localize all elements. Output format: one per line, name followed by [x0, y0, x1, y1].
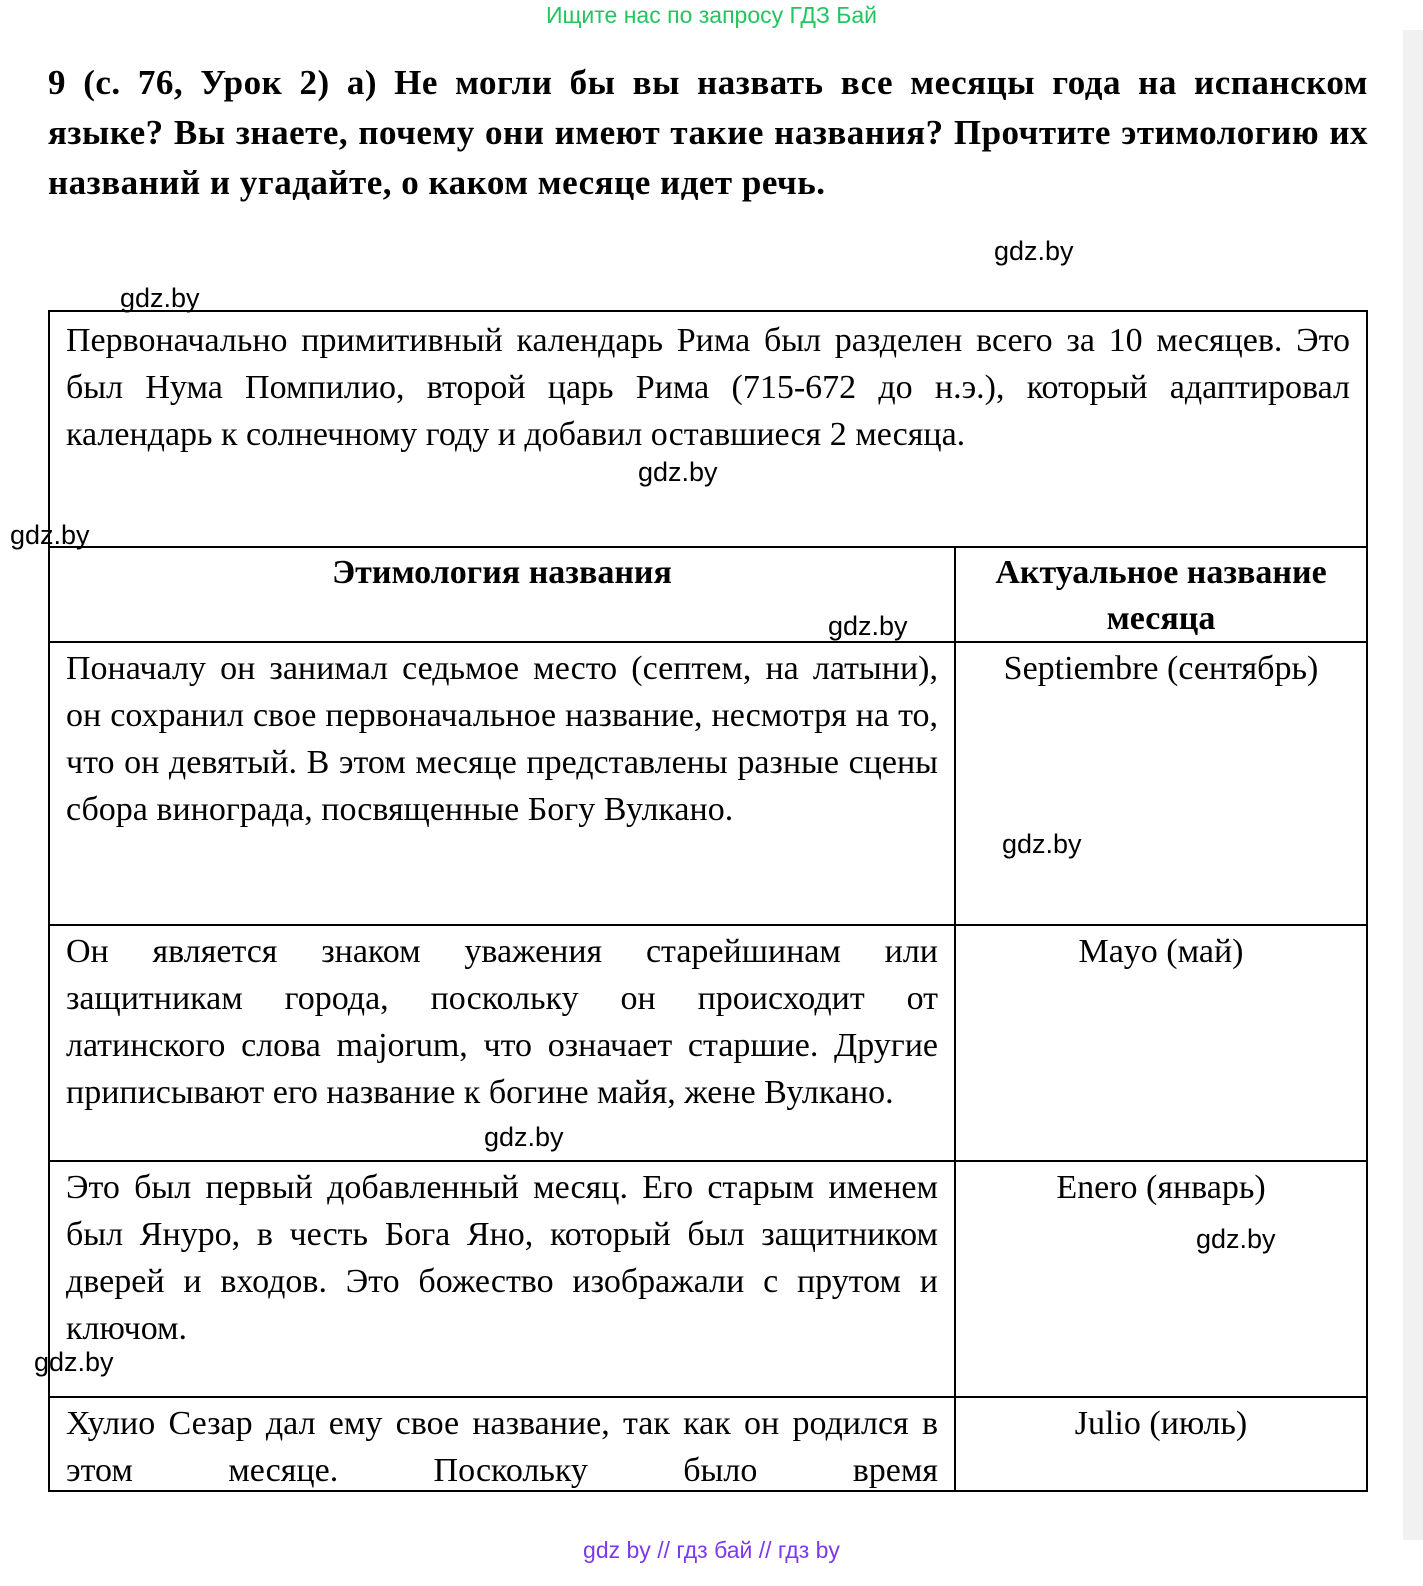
watermark: gdz.by: [828, 611, 908, 641]
footer-links[interactable]: gdz by // гдз бай // гдз by: [583, 1537, 840, 1563]
header-month: Актуальное название месяца: [995, 554, 1327, 637]
watermark: gdz.by: [638, 457, 718, 487]
etymology-cell: Хулио Сезар дал ему свое название, так как он родился в этом месяце. Поскольку было время: [50, 1398, 956, 1492]
scrollbar[interactable]: [1403, 30, 1423, 1540]
watermark: gdz.by: [120, 283, 200, 313]
table-row: [50, 1398, 1366, 1492]
watermark: gdz.by: [34, 1347, 114, 1377]
table-row: [50, 926, 1366, 1162]
month-cell: Enero (январь): [1056, 1169, 1266, 1206]
etymology-table: [48, 310, 1368, 1492]
top-banner[interactable]: Ищите нас по запросу ГДЗ Бай: [545, 2, 878, 28]
table-row: [50, 643, 1366, 926]
month-cell: Septiembre (сентябрь): [1003, 650, 1319, 687]
table-intro: Первоначально примитивный календарь Рима был разделен всего за 10 месяцев. Это был Нума Помпилио, второй царь Рима (715-672 до н.э.), который адаптировал календарь к солнечному году и добавил оставшиеся 2 месяца.: [50, 312, 1366, 548]
etymology-cell: Он является знаком уважения старейшинам или защитникам города, поскольку он происходит от латинского слова majorum, что означает старшие. Другие приписывают его название к богине майя, жене Вулкано.: [50, 926, 956, 1160]
month-cell: Julio (июль): [1074, 1405, 1248, 1442]
watermark: gdz.by: [1196, 1224, 1276, 1254]
etymology-cell: Поначалу он занимал седьмое место (септем, на латыни), он сохранил свое первоначальное название, несмотря на то, что он девятый. В этом месяце представлены разные сцены сбора винограда, посвященные Богу Вулкано.: [50, 643, 956, 924]
question-text: 9 (с. 76, Урок 2) а) Не могли бы вы назвать все месяцы года на испанском языке? Вы знаете, почему они имеют такие названия? Прочтите этимологию их названий и угадайте, о каком месяце идет речь.: [48, 63, 1368, 202]
header-etymology: Этимология названия: [50, 548, 956, 641]
etymology-cell: Это был первый добавленный месяц. Его старым именем был Януро, в честь Бога Яно, который был защитником дверей и входов. Это божество изображали с прутом и ключом.: [50, 1162, 956, 1396]
watermark: gdz.by: [994, 236, 1074, 266]
table-header-row: [50, 548, 1366, 643]
watermark: gdz.by: [484, 1122, 564, 1152]
table-row: [50, 1162, 1366, 1398]
watermark: gdz.by: [10, 520, 90, 550]
month-cell: Mayo (май): [1078, 933, 1244, 970]
watermark: gdz.by: [1002, 829, 1082, 859]
